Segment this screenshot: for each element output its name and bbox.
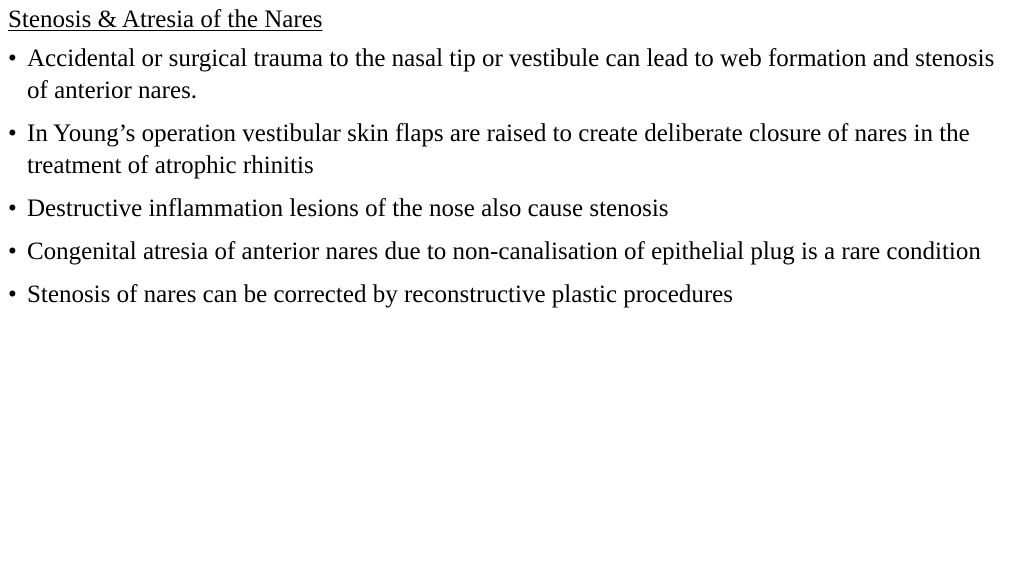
bullet-marker: • [8,120,17,147]
bullet-marker: • [8,45,17,72]
bullet-marker: • [8,238,17,265]
bullet-item [8,279,1018,311]
bullet-marker: • [8,195,17,222]
bullet-text: Destructive inflammation lesions of the nose also cause stenosis [27,195,669,222]
bullet-text: Congenital atresia of anterior nares due to non-canalisation of epithelial plug is a rare condition [27,238,981,265]
bullet-item [8,236,1018,268]
bullet-text: In Young’s operation vestibular skin flaps are raised to create deliberate closure of nares in the treatment of atrophic rhinitis [27,120,970,179]
slide-title: Stenosis & Atresia of the Nares [8,6,323,33]
bullet-item [8,118,1018,182]
bullet-text: Accidental or surgical trauma to the nasal tip or vestibule can lead to web formation and stenosis of anterior nares. [27,45,995,104]
bullet-item [8,193,1018,225]
bullet-item [8,43,1018,107]
bullet-text: Stenosis of nares can be corrected by reconstructive plastic procedures [27,281,733,308]
bullet-marker: • [8,281,17,308]
slide [8,4,1018,322]
bullet-list [8,43,1018,311]
